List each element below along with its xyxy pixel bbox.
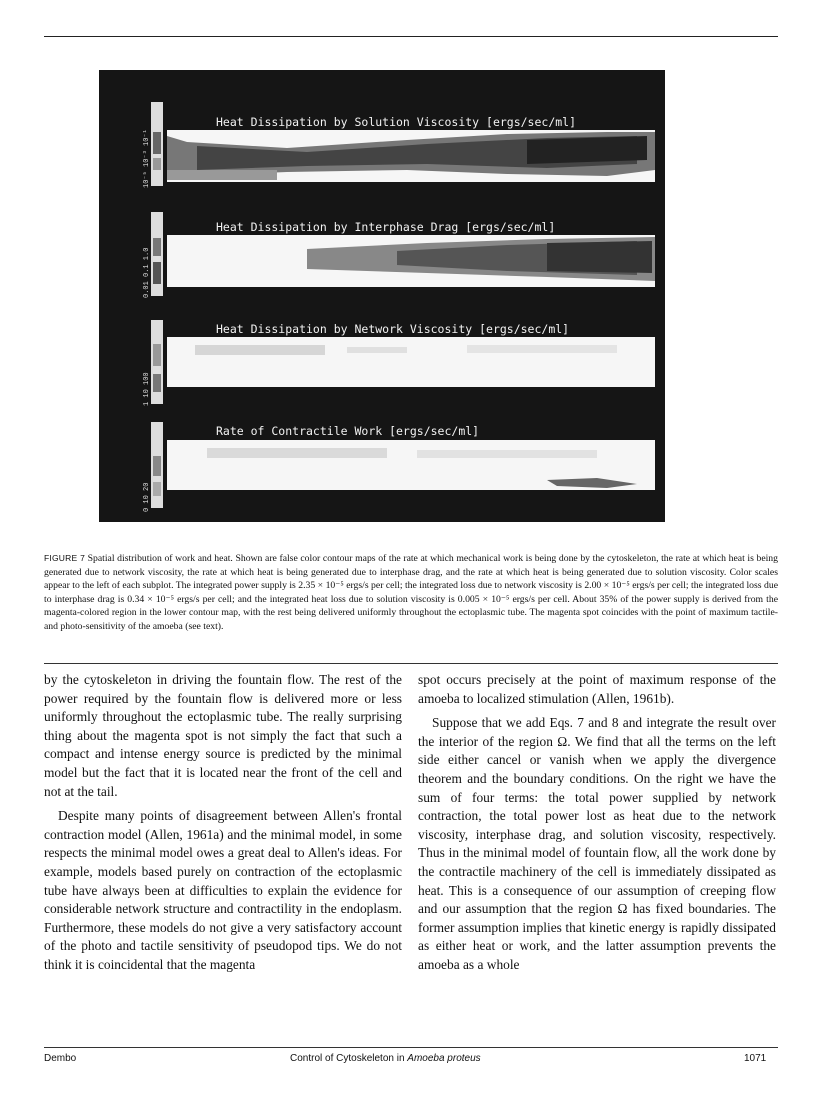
- contour-map: [167, 235, 655, 287]
- color-scale-bar: [151, 102, 163, 186]
- top-rule: [44, 36, 778, 37]
- caption-text: Spatial distribution of work and heat. Shown are false color contour maps of the rate at which mechanical work is being done by the cytoskeleton, the rate at which heat is being generated due to network viscosity, the rate at which heat is being generated due to interphase drag, and the rate at which heat is being generated due to solution viscosity. Color scales appear to the left of each subplot. The integrated power supply is 2.35 × 10⁻⁵ ergs/s per cell; the integrated loss due to network viscosity is 2.00 × 10⁻⁵ ergs/s per cell; the integrated loss due to interphase drag is 0.34 × 10⁻⁵ ergs/s per cell; and the integrated heat loss due to solution viscosity is 0.005 × 10⁻⁵ ergs/s per cell. About 35% of the power supply is derived from the magenta-colored region in the lower contour map, with the rest being delivered uniformly throughout the ectoplasmic tube. The magenta spot coincides with the point of maximum tactile- and photo-sensitivity of the amoeba (see text).: [44, 553, 778, 632]
- contour-shape: [167, 337, 655, 387]
- color-scale-gradient: [151, 212, 163, 296]
- caption-divider: [44, 663, 778, 664]
- panel-title: Heat Dissipation by Interphase Drag [ergs/sec/ml]: [216, 220, 556, 234]
- footer-rule: [44, 1047, 778, 1048]
- paragraph: by the cytoskeleton in driving the fountain flow. The rest of the power required by the fountain flow is delivered more or less uniformly throughout the ectoplasmic tube. The really surprising thing about the magenta spot is not simply the fact that such a compact and intense energy source is predicted by the minimal model but the fact that it is located near the front of the cell and not at the tail.: [44, 672, 402, 799]
- color-scale-ticks: 10⁻⁵ 10⁻³ 10⁻¹: [143, 129, 151, 188]
- footer-title: [290, 1053, 481, 1064]
- color-scale-bar: [151, 320, 163, 404]
- panel-network-viscosity: [99, 310, 665, 410]
- figure-caption: [44, 552, 778, 634]
- left-column: [44, 671, 402, 975]
- paragraph: Suppose that we add Eqs. 7 and 8 and integrate the result over the interior of the region Ω. We find that all the terms on the left side either cancel or vanish when we apply the divergence theorem and the boundary conditions. On the right we have the sum of four terms: the total power supplied by network contraction, the total power lost as heat due to the network viscosity, interphase drag, and solution viscosity, respectively. Thus in the minimal model of fountain flow, all the work done by the contractile machinery of the cell is immediately dissipated as heat. This is a consequence of our assumption of creeping flow and our assumption that the region Ω has fixed boundaries. The former assumption implies that kinetic energy is rapidly dissipated as either heat or work, and the latter assumption prevents the amoeba as a whole: [418, 715, 776, 972]
- paragraph: spot occurs precisely at the point of maximum response of the amoeba to localized stimulation (Allen, 1961b).: [418, 672, 776, 706]
- figure-7: [99, 70, 665, 522]
- panel-interphase-drag: [99, 202, 665, 302]
- contour-map: [167, 337, 655, 387]
- color-scale-bar: [151, 422, 163, 508]
- paragraph: Despite many points of disagreement between Allen's frontal contraction model (Allen, 1961a) and the minimal model, in some respects the minimal model owes a great deal to Allen's ideas. For example, models based purely on contraction of the ectoplasmic tube have always been at difficulties to explain the evidence for considerable network structure and contractility in the endoplasm. Furthermore, these models do not give a very satisfactory account of the photo and tactile sensitivity of pseudopod tips. We do not think it is coincidental that the magenta: [44, 808, 402, 972]
- color-scale-ticks: 0 10 20: [143, 482, 151, 512]
- color-scale-gradient: [151, 320, 163, 404]
- contour-shape: [167, 440, 655, 490]
- contour-shape: [167, 235, 655, 287]
- panel-solution-viscosity: [99, 92, 665, 192]
- panel-contractile-work: [99, 412, 665, 516]
- color-scale-bar: [151, 212, 163, 296]
- contour-shape: [167, 130, 655, 182]
- color-scale-gradient: [151, 422, 163, 508]
- figure-label: FIGURE 7: [44, 553, 86, 563]
- panel-title: Rate of Contractile Work [ergs/sec/ml]: [216, 424, 480, 438]
- color-scale-ticks: 0.01 0.1 1.0: [143, 247, 151, 298]
- footer-title-species: Amoeba proteus: [407, 1053, 481, 1064]
- color-scale-ticks: 1 10 100: [143, 372, 151, 406]
- footer-title-prefix: Control of Cytoskeleton in: [290, 1053, 408, 1064]
- color-scale-gradient: [151, 102, 163, 186]
- page-number: 1071: [744, 1053, 767, 1064]
- panel-title: Heat Dissipation by Network Viscosity [ergs/sec/ml]: [216, 322, 570, 336]
- right-column: [418, 671, 776, 975]
- contour-map: [167, 440, 655, 490]
- panel-title: Heat Dissipation by Solution Viscosity [ergs/sec/ml]: [216, 115, 577, 129]
- contour-map: [167, 130, 655, 182]
- footer-author: Dembo: [44, 1053, 77, 1064]
